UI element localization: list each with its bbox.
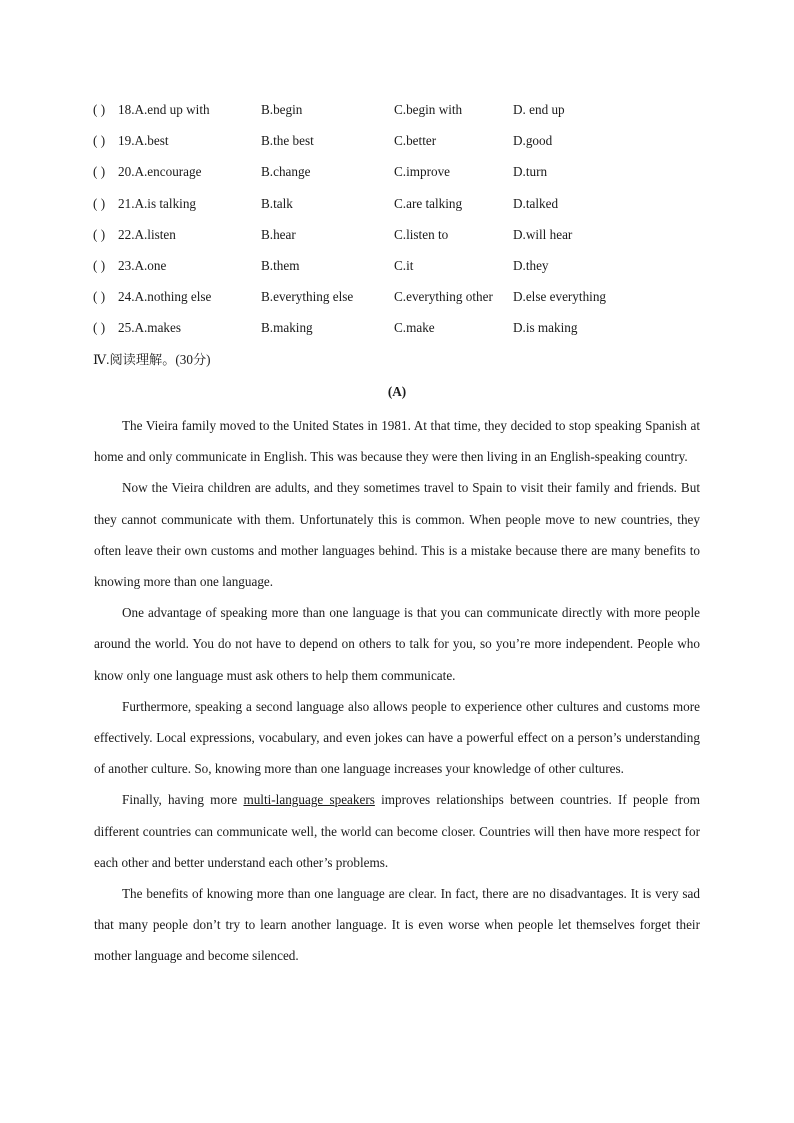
- option-d: D.will hear: [513, 227, 573, 242]
- paragraph: One advantage of speaking more than one language is that you can communicate directly with more people around the world. You do not have to depend on others to talk for you, so you’re more independent. People who know only one language must ask others to help them communicate.: [94, 605, 700, 683]
- option-a: 18.A.end up with: [118, 102, 210, 117]
- answer-blank[interactable]: ( ): [93, 196, 106, 211]
- option-c: C.begin with: [394, 102, 463, 117]
- option-c: C.listen to: [394, 227, 449, 242]
- answer-blank[interactable]: ( ): [93, 320, 106, 335]
- option-b: B.change: [261, 164, 311, 179]
- option-b: B.making: [261, 320, 313, 335]
- option-c: C.better: [394, 133, 437, 148]
- answer-blank[interactable]: ( ): [93, 289, 106, 304]
- passage-label: (A): [387, 384, 407, 399]
- paragraph: Furthermore, speaking a second language also allows people to experience other cultures and customs more effectively. Local expressions, vocabulary, and even jokes can have a powerful effect on a person’s understanding of another culture. So, knowing more than one language increases your knowledge of other cultures.: [94, 698, 700, 777]
- answer-blank[interactable]: ( ): [93, 227, 106, 242]
- option-d: D.else everything: [513, 289, 607, 304]
- option-b: B.everything else: [261, 289, 354, 304]
- option-a: 19.A.best: [118, 133, 169, 148]
- option-a: 25.A.makes: [118, 320, 181, 335]
- option-d: D.is making: [513, 320, 578, 335]
- option-d: D.talked: [513, 196, 559, 211]
- option-a: 22.A.listen: [118, 227, 176, 242]
- option-a: 23.A.one: [118, 258, 167, 273]
- option-a: 24.A.nothing else: [118, 289, 212, 304]
- option-b: B.talk: [261, 196, 293, 211]
- underlined-term: multi-language speakers: [243, 792, 375, 808]
- option-d: D.turn: [513, 164, 548, 179]
- option-b: B.hear: [261, 227, 296, 242]
- paragraph: Now the Vieira children are adults, and they sometimes travel to Spain to visit their family and friends. But they cannot communicate with them. Unfortunately this is common. When people move to new countries, they often leave their own customs and mother languages behind. This is a mistake because there are many benefits to knowing more than one language.: [94, 480, 700, 590]
- option-d: D.they: [513, 258, 549, 273]
- answer-blank[interactable]: ( ): [93, 102, 106, 117]
- paragraph-text: Finally, having more: [122, 792, 244, 808]
- option-c: C.everything other: [394, 289, 493, 304]
- option-c: C.make: [394, 320, 435, 335]
- option-c: C.it: [394, 258, 414, 273]
- paragraph: The Vieira family moved to the United States in 1981. At that time, they decided to stop speaking Spanish at home and only communicate in English. This was because they were then living in an English-speaking country.: [94, 418, 700, 465]
- answer-blank[interactable]: ( ): [93, 133, 106, 148]
- option-c: C.improve: [394, 164, 451, 179]
- option-c: C.are talking: [394, 196, 463, 211]
- option-b: B.them: [261, 258, 300, 273]
- paragraph: [94, 784, 700, 878]
- option-a: 21.A.is talking: [118, 196, 197, 211]
- option-b: B.the best: [261, 133, 314, 148]
- option-b: B.begin: [261, 102, 303, 117]
- reading-passage: [94, 410, 700, 972]
- option-a: 20.A.encourage: [118, 164, 202, 179]
- answer-blank[interactable]: ( ): [93, 164, 106, 179]
- section-title: Ⅳ.阅读理解。(30分): [93, 352, 211, 367]
- option-d: D.good: [513, 133, 553, 148]
- paragraph-text: improves relationships between countries. If people from different countries can communicate well, the world can become closer. Countries will then have more respect for each other and better understand each other’s problems.: [94, 792, 700, 870]
- option-d: D. end up: [513, 102, 565, 117]
- paragraph: The benefits of knowing more than one language are clear. In fact, there are no disadvantages. It is very sad that many people don’t try to learn another language. It is even worse when people let themselves forget their mother language and become silenced.: [94, 886, 700, 964]
- answer-blank[interactable]: ( ): [93, 258, 106, 273]
